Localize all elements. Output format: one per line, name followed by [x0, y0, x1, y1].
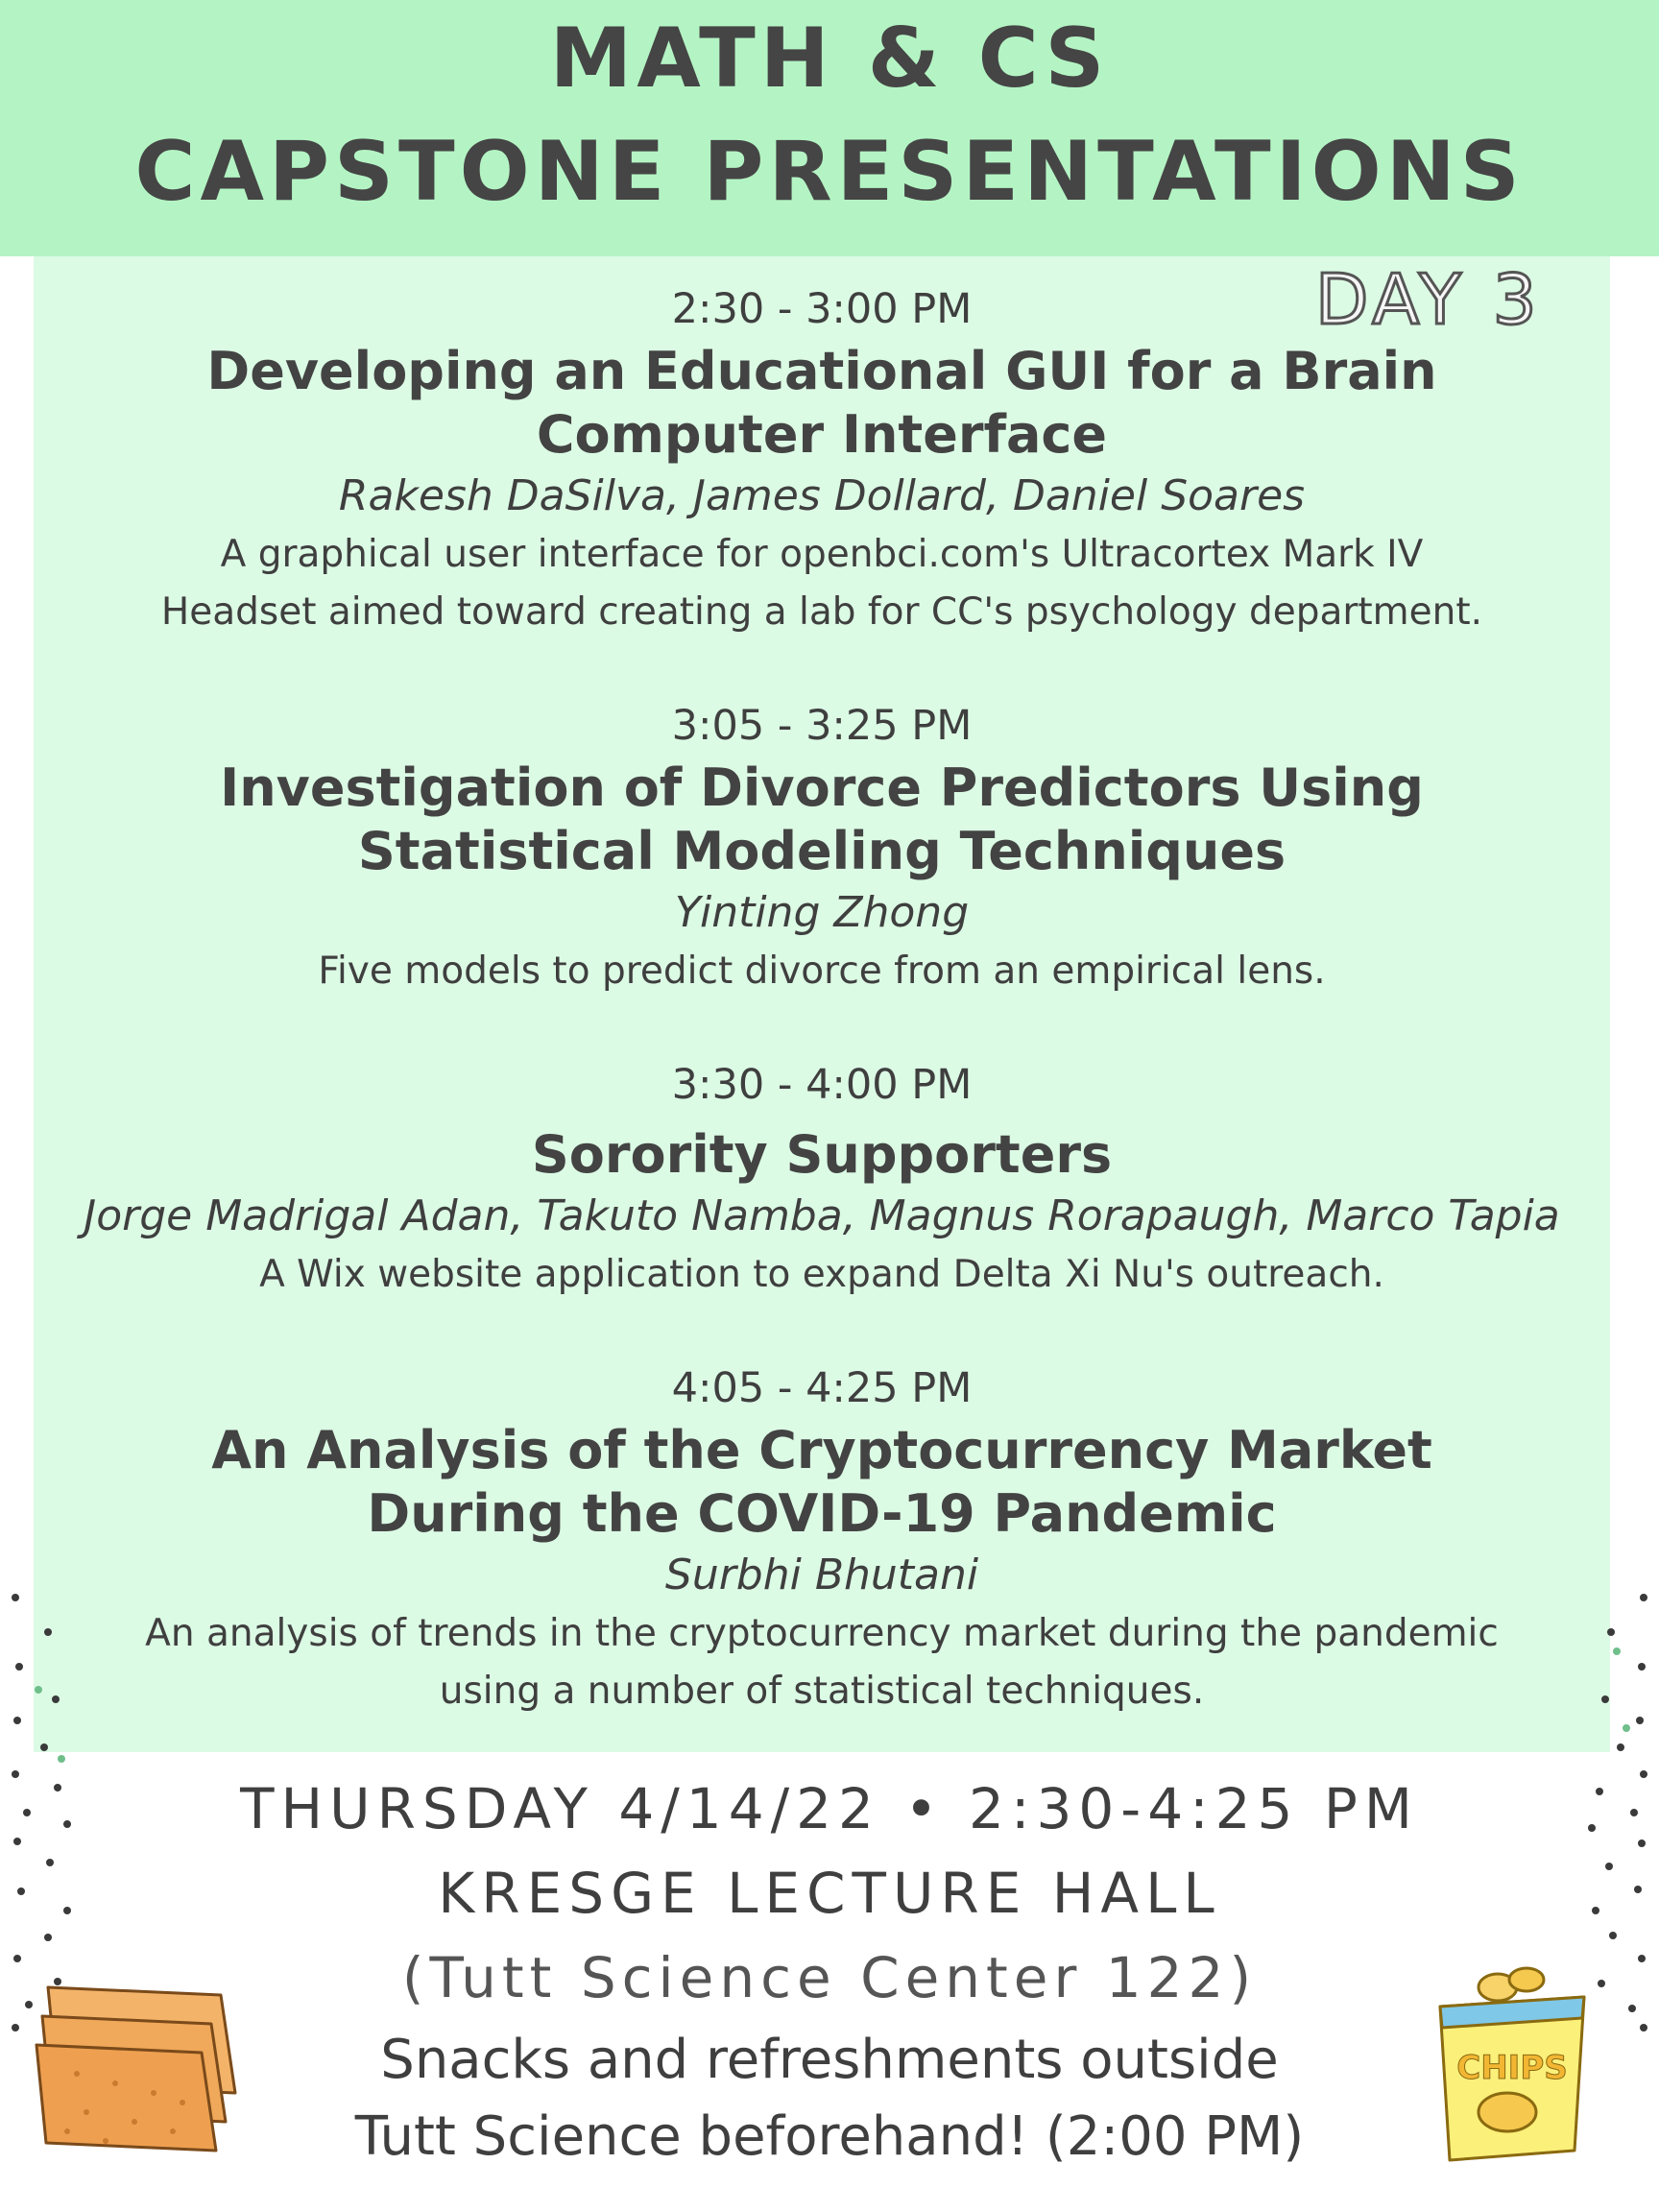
session-title-line: An Analysis of the Cryptocurrency Market	[211, 1420, 1432, 1480]
session-description-line: using a number of statistical techniques.	[439, 1670, 1205, 1713]
session-description	[34, 943, 1610, 1000]
event-room: (Tutt Science Center 122)	[401, 1945, 1258, 2010]
session-description-line: A Wix website application to expand Delta Xi Nu's outreach.	[259, 1253, 1384, 1296]
session-title-line: During the COVID-19 Pandemic	[367, 1483, 1277, 1544]
session-description	[34, 1246, 1610, 1304]
session-presenters: Yinting Zhong	[674, 888, 970, 937]
event-venue: KRESGE LECTURE HALL	[438, 1861, 1221, 1926]
session-time: 3:30 - 4:00 PM	[671, 1061, 973, 1109]
session-title-line: Computer Interface	[536, 404, 1108, 465]
session-1	[34, 278, 1610, 641]
session-presenters: Jorge Madrigal Adan, Takuto Namba, Magnus Rorapaugh, Marco Tapia	[84, 1191, 1560, 1240]
session-title	[34, 757, 1610, 883]
event-datetime: THURSDAY 4/14/22 • 2:30-4:25 PM	[240, 1776, 1419, 1841]
session-description	[34, 526, 1610, 641]
session-time: 3:05 - 3:25 PM	[671, 702, 973, 750]
snacks-note-line-2: Tutt Science beforehand! (2:00 PM)	[354, 2105, 1305, 2168]
session-time: 4:05 - 4:25 PM	[671, 1364, 973, 1412]
session-presenters: Rakesh DaSilva, James Dollard, Daniel Soares	[338, 471, 1306, 520]
session-presenters: Surbhi Bhutani	[664, 1551, 979, 1599]
page-title	[0, 2, 1659, 228]
chips-bag-icon	[1431, 1959, 1594, 2170]
session-description-line: A graphical user interface for openbci.com's Ultracortex Mark IV	[220, 533, 1424, 576]
session-title	[34, 1123, 1610, 1187]
session-title-line: Developing an Educational GUI for a Brain	[206, 341, 1437, 401]
session-description	[34, 1605, 1610, 1720]
session-title-line: Statistical Modeling Techniques	[357, 821, 1286, 881]
session-title	[34, 340, 1610, 467]
session-description-line: An analysis of trends in the cryptocurrency market during the pandemic	[145, 1612, 1499, 1655]
session-title-line: Sorority Supporters	[531, 1124, 1113, 1185]
session-title	[34, 1419, 1610, 1546]
title-line-2: CAPSTONE PRESENTATIONS	[134, 124, 1525, 220]
title-line-1: MATH & CS	[549, 11, 1110, 107]
session-description-line: Five models to predict divorce from an empirical lens.	[318, 950, 1326, 993]
session-title-line: Investigation of Divorce Predictors Using	[220, 757, 1424, 818]
snacks-note-line-1: Snacks and refreshments outside	[380, 2029, 1279, 2091]
session-time: 2:30 - 3:00 PM	[671, 285, 973, 333]
session-4	[34, 1358, 1610, 1720]
crackers-icon	[29, 1978, 250, 2170]
session-3	[34, 1054, 1610, 1304]
day-label: DAY 3	[1315, 259, 1542, 340]
session-2	[34, 695, 1610, 1000]
session-description-line: Headset aimed toward creating a lab for CC's psychology department.	[160, 590, 1483, 634]
chips-bag-label: CHIPS	[1456, 2049, 1568, 2087]
